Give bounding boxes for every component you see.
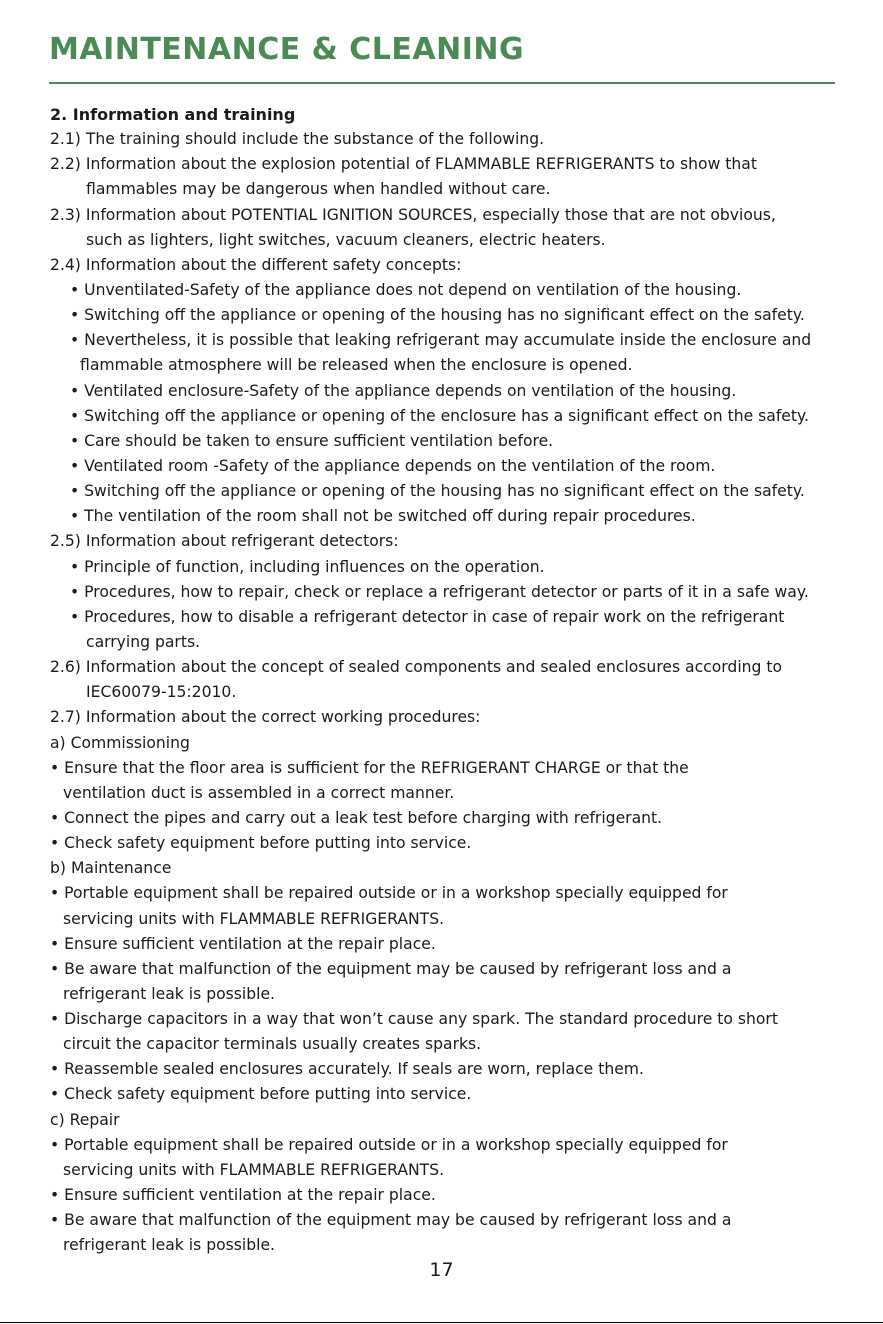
text-line: • Nevertheless, it is possible that leaking refrigerant may accumulate inside the enclosure and <box>70 331 812 350</box>
text-line: • Check safety equipment before putting into service. <box>50 834 472 853</box>
text-line: • Care should be taken to ensure sufficient ventilation before. <box>70 431 554 450</box>
text-line: • Ventilated enclosure-Safety of the appliance depends on ventilation of the housing. <box>70 381 737 400</box>
text-line: • Discharge capacitors in a way that won’t cause any spark. The standard procedure to short <box>50 1010 778 1029</box>
text-line: a) Commissioning <box>50 733 190 752</box>
text-line: • Ensure that the floor area is sufficient for the REFRIGERANT CHARGE or that the <box>50 758 689 777</box>
text-line: IEC60079-15:2010. <box>86 683 237 702</box>
text-line: 2.6) Information about the concept of sealed components and sealed enclosures according to <box>50 658 783 677</box>
text-line: c) Repair <box>50 1110 120 1129</box>
text-line: • Reassemble sealed enclosures accurately. If seals are worn, replace them. <box>50 1060 644 1079</box>
text-line: 2.1) The training should include the substance of the following. <box>50 130 545 149</box>
text-line: • Ensure sufficient ventilation at the repair place. <box>50 1186 436 1205</box>
text-line: 2.4) Information about the different safety concepts: <box>50 255 462 274</box>
text-line: carrying parts. <box>86 632 201 651</box>
text-line: refrigerant leak is possible. <box>63 1236 275 1255</box>
text-line: • Be aware that malfunction of the equipment may be caused by refrigerant loss and a <box>50 1211 732 1230</box>
text-line: • Procedures, how to disable a refrigerant detector in case of repair work on the refrigerant <box>70 607 785 626</box>
text-line: • The ventilation of the room shall not be switched off during repair procedures. <box>70 507 696 526</box>
text-line: 2.7) Information about the correct working procedures: <box>50 708 481 727</box>
page-number: 17 <box>429 1259 454 1281</box>
section-lines <box>50 127 840 1258</box>
text-line: • Switching off the appliance or opening of the housing has no significant effect on the safety. <box>70 482 805 501</box>
text-line: • Procedures, how to repair, check or replace a refrigerant detector or parts of it in a safe way. <box>70 582 809 601</box>
text-line: • Portable equipment shall be repaired outside or in a workshop specially equipped for <box>50 1135 728 1154</box>
text-line: • Ventilated room -Safety of the appliance depends on the ventilation of the room. <box>70 456 716 475</box>
text-line: • Switching off the appliance or opening of the enclosure has a significant effect on the safety. <box>70 406 809 425</box>
text-line: • Principle of function, including influences on the operation. <box>70 557 545 576</box>
text-line: • Portable equipment shall be repaired outside or in a workshop specially equipped for <box>50 884 728 903</box>
title-divider <box>49 82 835 84</box>
text-line: such as lighters, light switches, vacuum cleaners, electric heaters. <box>86 230 606 249</box>
text-line: • Unventilated-Safety of the appliance does not depend on ventilation of the housing. <box>70 280 742 299</box>
text-line: flammable atmosphere will be released when the enclosure is opened. <box>80 356 633 375</box>
text-line: servicing units with FLAMMABLE REFRIGERANTS. <box>63 1160 445 1179</box>
text-line: flammables may be dangerous when handled without care. <box>86 180 551 199</box>
text-line: refrigerant leak is possible. <box>63 984 275 1003</box>
section-heading: 2. Information and training <box>50 105 296 124</box>
text-line: • Connect the pipes and carry out a leak test before charging with refrigerant. <box>50 808 663 827</box>
text-line: 2.5) Information about refrigerant detectors: <box>50 532 399 551</box>
text-line: servicing units with FLAMMABLE REFRIGERANTS. <box>63 909 445 928</box>
text-line: ventilation duct is assembled in a correct manner. <box>63 783 455 802</box>
section-body <box>50 102 840 1258</box>
text-line: • Ensure sufficient ventilation at the repair place. <box>50 934 436 953</box>
page-title: MAINTENANCE & CLEANING <box>49 32 525 67</box>
text-line: • Switching off the appliance or opening of the housing has no significant effect on the safety. <box>70 306 805 325</box>
page-bottom-rule <box>0 1322 883 1323</box>
text-line: circuit the capacitor terminals usually creates sparks. <box>63 1035 482 1054</box>
text-line: • Be aware that malfunction of the equipment may be caused by refrigerant loss and a <box>50 959 732 978</box>
text-line: • Check safety equipment before putting into service. <box>50 1085 472 1104</box>
text-line: b) Maintenance <box>50 859 172 878</box>
text-line: 2.2) Information about the explosion potential of FLAMMABLE REFRIGERANTS to show that <box>50 155 757 174</box>
text-line: 2.3) Information about POTENTIAL IGNITION SOURCES, especially those that are not obvious, <box>50 205 776 224</box>
